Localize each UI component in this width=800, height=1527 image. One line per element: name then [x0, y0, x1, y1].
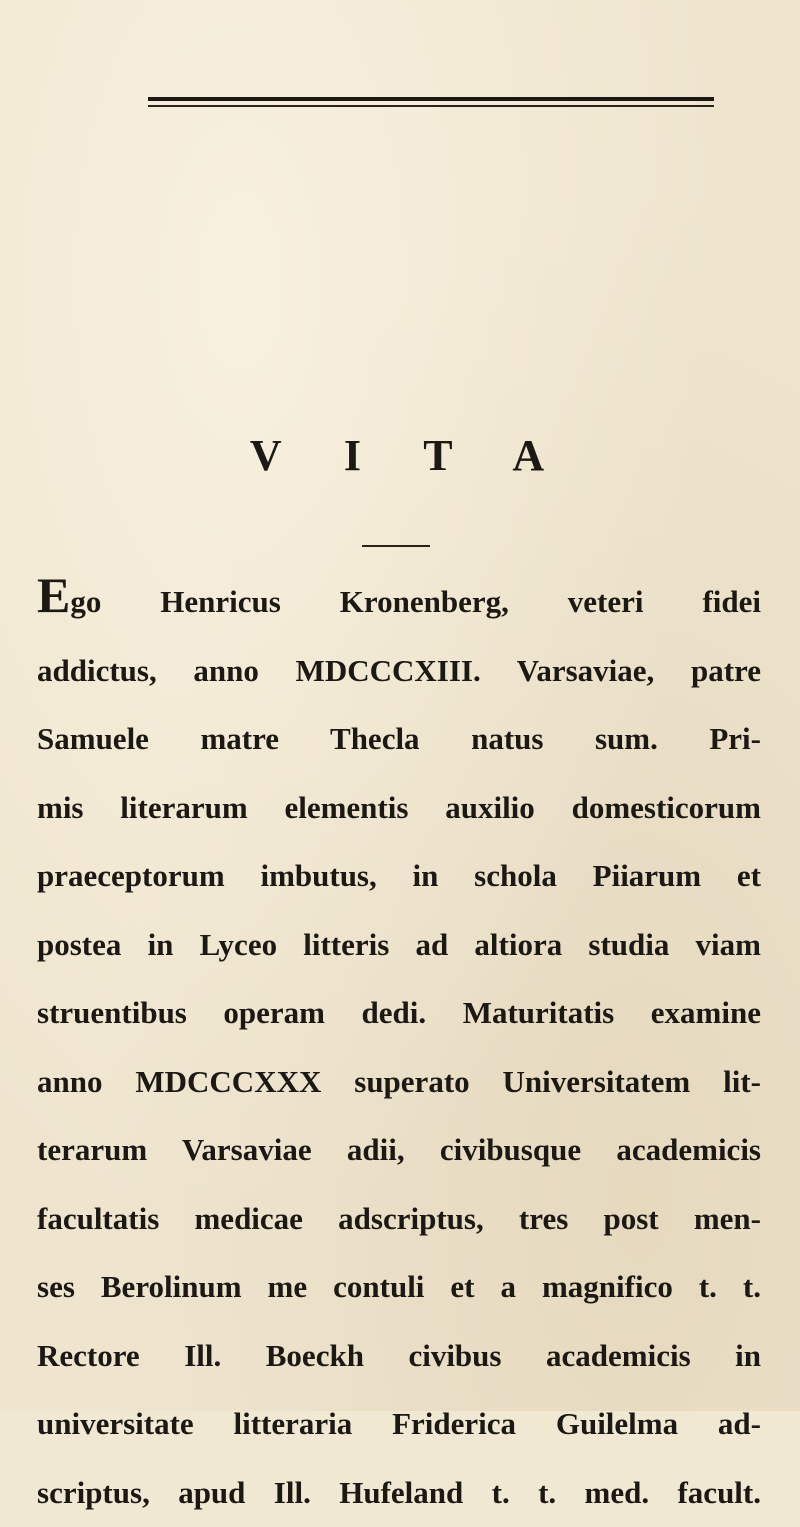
drop-cap: E [37, 567, 70, 623]
top-double-rule [148, 97, 714, 113]
text-line-12: Rectore Ill. Boeckh civibus academicis in [37, 1322, 761, 1391]
text-line-1 [37, 568, 761, 637]
text-line-10: facultatis medicae adscriptus, tres post men- [37, 1185, 761, 1254]
title-divider [362, 545, 430, 547]
text-line-6: postea in Lyceo litteris ad altiora studia viam [37, 911, 761, 980]
page-title: V I T A [0, 430, 800, 481]
text-line-7: struentibus operam dedi. Maturitatis examine [37, 979, 761, 1048]
text-line-9: terarum Varsaviae adii, civibusque academicis [37, 1116, 761, 1185]
text-line-14: scriptus, apud Ill. Hufeland t. t. med. facult. [37, 1459, 761, 1527]
text-line-8: anno MDCCCXXX superato Universitatem lit- [37, 1048, 761, 1117]
text-line-2: addictus, anno MDCCCXIII. Varsaviae, patre [37, 637, 761, 706]
text-line-5: praeceptorum imbutus, in schola Piiarum et [37, 842, 761, 911]
text-line-3: Samuele matre Thecla natus sum. Pri- [37, 705, 761, 774]
text-line-13: universitate litteraria Friderica Guilelma ad- [37, 1390, 761, 1459]
top-rule-thick [148, 97, 714, 101]
text-line-11: ses Berolinum me contuli et a magnifico t. t. [37, 1253, 761, 1322]
body-text [37, 568, 761, 1527]
top-rule-thin [148, 105, 714, 107]
text-line-4: mis literarum elementis auxilio domesticorum [37, 774, 761, 843]
text-line-1-rest: go Henricus Kronenberg, veteri fidei [70, 584, 761, 619]
